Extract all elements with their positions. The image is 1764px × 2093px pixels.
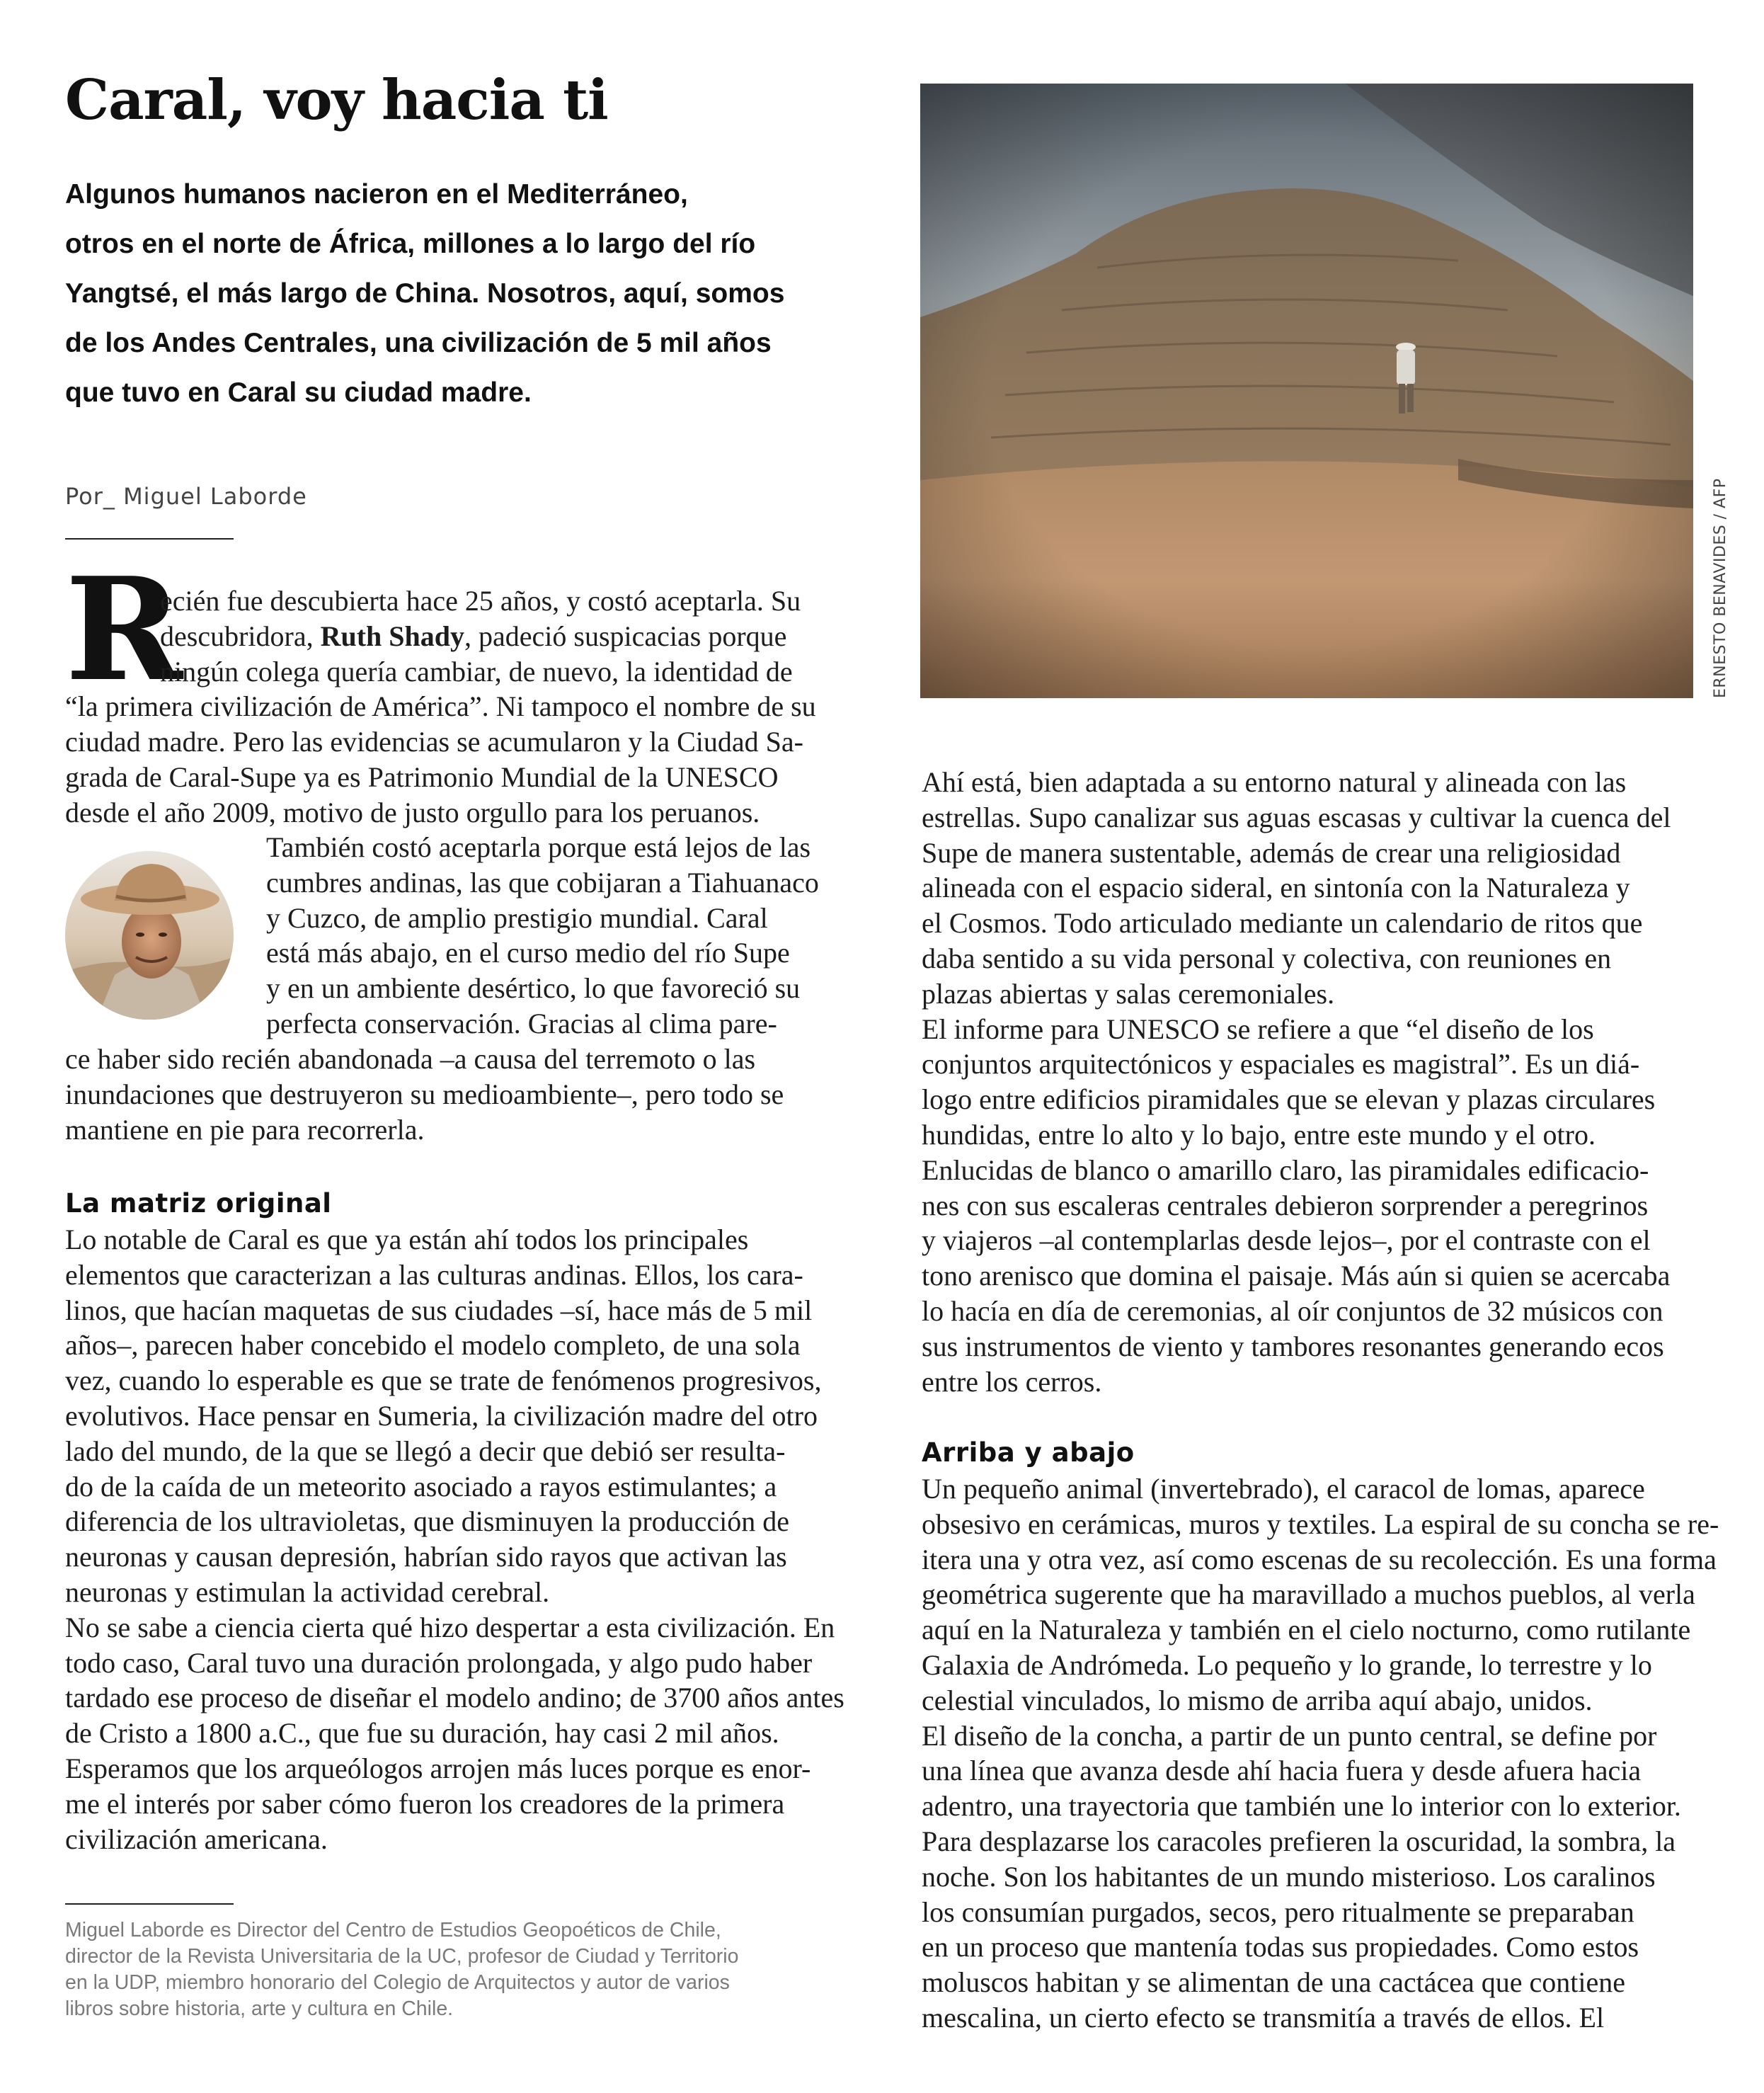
footnote-divider xyxy=(65,1903,234,1905)
text-line: desde el año 2009, motivo de justo orgullo para los peruanos. xyxy=(65,796,760,828)
text-line: neuronas y estimulan la actividad cerebral. xyxy=(65,1575,550,1608)
author-photo xyxy=(65,851,234,1020)
footnote-line: en la UDP, miembro honorario del Colegio de Arquitectos y autor de varios xyxy=(65,1971,730,1994)
text-line: Esperamos que los arqueólogos arrojen más luces porque es enor- xyxy=(65,1752,811,1784)
text-line: diferencia de los ultravioletas, que disminuyen la producción de xyxy=(65,1505,790,1538)
text-line: mantiene en pie para recorrerla. xyxy=(65,1113,425,1146)
text-line: Supe de manera sustentable, además de crear una religiosidad xyxy=(922,836,1621,869)
text-line: años–, parecen haber concebido el modelo completo, de una sola xyxy=(65,1329,801,1362)
text-line: entre los cerros. xyxy=(922,1365,1102,1398)
text-line: logo entre edificios piramidales que se elevan y plazas circulares xyxy=(922,1083,1656,1116)
text-line: linos, que hacían maquetas de sus ciudades –sí, hace más de 5 mil xyxy=(65,1294,813,1326)
text-line: lo hacía en día de ceremonias, al oír conjuntos de 32 músicos con xyxy=(922,1294,1663,1327)
text-line: daba sentido a su vida personal y colectiva, con reuniones en xyxy=(922,942,1612,974)
section-heading: La matriz original xyxy=(65,1188,332,1219)
text-line: plazas abiertas y salas ceremoniales. xyxy=(922,977,1335,1010)
text-line: ce haber sido recién abandonada –a causa del terremoto o las xyxy=(65,1043,756,1075)
text-line: Para desplazarse los caracoles prefieren la oscuridad, la sombra, la xyxy=(922,1825,1676,1857)
text-line: y en un ambiente desértico, lo que favoreció su xyxy=(266,972,801,1005)
text-line: civilización americana. xyxy=(65,1823,328,1855)
footnote-line: libros sobre historia, arte y cultura en Chile. xyxy=(65,1997,454,2020)
text-line: hundidas, entre lo alto y lo bajo, entre este mundo y el otro. xyxy=(922,1118,1596,1151)
text-line: grada de Caral-Supe ya es Patrimonio Mundial de la UNESCO xyxy=(65,760,779,793)
footnote-line: Miguel Laborde es Director del Centro de Estudios Geopoéticos de Chile, xyxy=(65,1919,721,1941)
text-line: cumbres andinas, las que cobijaran a Tiahuanaco xyxy=(266,866,819,899)
text-line: noche. Son los habitantes de un mundo misterioso. Los caralinos xyxy=(922,1860,1656,1893)
text-line: en un proceso que mantenía todas sus propiedades. Como estos xyxy=(922,1931,1639,1963)
lead-line: que tuvo en Caral su ciudad madre. xyxy=(65,377,532,408)
lead-paragraph xyxy=(65,170,851,418)
intro-text-full xyxy=(65,689,816,830)
text-line: “la primera civilización de América”. Ni tampoco el nombre de su xyxy=(65,690,816,723)
text-line: Enlucidas de blanco o amarillo claro, las piramidales edificacio- xyxy=(922,1153,1649,1186)
text-line: ciudad madre. Pero las evidencias se acumularon y la Ciudad Sa- xyxy=(65,726,803,758)
text-line: También costó aceptarla porque está lejos de las xyxy=(266,831,811,863)
text-line: Lo notable de Caral es que ya están ahí todos los principales xyxy=(65,1224,749,1255)
section1-text xyxy=(65,1222,844,1857)
text-line: estrellas. Supo canalizar sus aguas escasas y cultivar la cuenca del xyxy=(922,801,1671,833)
text-line: Ahí está, bien adaptada a su entorno natural y alineada con las xyxy=(922,766,1627,798)
lead-line: de los Andes Centrales, una civilización de 5 mil años xyxy=(65,328,772,358)
text-line: adentro, una trayectoria que también une lo interior con lo exterior. xyxy=(922,1790,1681,1823)
person-name: Ruth Shady xyxy=(320,620,465,652)
drop-cap: R xyxy=(65,547,183,713)
text-line: Galaxia de Andrómeda. Lo pequeño y lo grande, lo terrestre y lo xyxy=(922,1648,1652,1681)
para2-full xyxy=(65,1042,784,1147)
text-line: y viajeros –al contemplarlas desde lejos–, por el contraste con el xyxy=(922,1224,1651,1257)
byline-divider xyxy=(65,538,234,540)
text-line: conjuntos arquitectónicos y espaciales es magistral”. Es un diá- xyxy=(922,1048,1640,1080)
text-line: perfecta conservación. Gracias al clima pare- xyxy=(266,1007,777,1039)
text-line: los consumían purgados, secos, pero ritualmente se preparaban xyxy=(922,1895,1634,1928)
text-line: do de la caída de un meteorito asociado a rayos estimulantes; a xyxy=(65,1470,777,1502)
text-line: Un pequeño animal (invertebrado), el caracol de lomas, aparece xyxy=(922,1473,1645,1505)
text-fragment: , padeció suspicacias porque xyxy=(464,620,787,652)
text-line: ningún colega quería cambiar, de nuevo, la identidad de xyxy=(160,655,793,688)
text-line: inundaciones que destruyeron su medioambiente–, pero todo se xyxy=(65,1078,784,1110)
section-heading: Arriba y abajo xyxy=(922,1437,1135,1468)
text-line: está más abajo, en el curso medio del río Supe xyxy=(266,937,790,969)
text-line: moluscos habitan y se alimentan de una cactácea que contiene xyxy=(922,1966,1626,1999)
text-line: mescalina, un cierto efecto se transmitía a través de ellos. El xyxy=(922,2001,1605,2034)
text-line: El diseño de la concha, a partir de un punto central, se define por xyxy=(922,1719,1657,1752)
text-line: aquí en la Naturaleza y también en el cielo nocturno, como rutilante xyxy=(922,1614,1691,1646)
text-line: evolutivos. Hace pensar en Sumeria, la civilización madre del otro xyxy=(65,1399,818,1432)
lead-line: Yangtsé, el más largo de China. Nosotros, aquí, somos xyxy=(65,278,785,309)
article-title: Caral, voy hacia ti xyxy=(65,68,608,132)
text-line: me el interés por saber cómo fueron los creadores de la primera xyxy=(65,1787,785,1820)
right-column-text xyxy=(922,765,1671,1399)
text-line: celestial vinculados, lo mismo de arriba aquí abajo, unidos. xyxy=(922,1684,1593,1716)
text-line xyxy=(160,619,801,654)
text-line: el Cosmos. Todo articulado mediante un calendario de ritos que xyxy=(922,907,1643,940)
text-line: elementos que caracterizan a las culturas andinas. Ellos, los cara- xyxy=(65,1258,803,1291)
text-line: sus instrumentos de viento y tambores resonantes generando ecos xyxy=(922,1330,1664,1362)
text-line: obsesivo en cerámicas, muros y textiles. La espiral de su concha se re- xyxy=(922,1507,1719,1540)
para2-wrapped xyxy=(266,830,819,1042)
text-line: ecién fue descubierta hace 25 años, y costó aceptarla. Su xyxy=(160,585,801,617)
intro-text-indented xyxy=(160,583,801,654)
text-line: tono arenisco que domina el paisaje. Más aún si quien se acercaba xyxy=(922,1260,1671,1292)
text-line: lado del mundo, de la que se llegó a decir que debió ser resulta- xyxy=(65,1435,786,1467)
text-line: El informe para UNESCO se refiere a que “el diseño de los xyxy=(922,1013,1594,1045)
text-line: itera una y otra vez, así como escenas de su recolección. Es una forma xyxy=(922,1543,1717,1575)
byline: Por_ Miguel Laborde xyxy=(65,483,307,510)
intro-text-indented-3 xyxy=(160,654,793,690)
author-footnote xyxy=(65,1917,844,2022)
text-line: tardado ese proceso de diseñar el modelo andino; de 3700 años antes xyxy=(65,1682,844,1714)
footnote-line: director de la Revista Universitaria de la UC, profesor de Ciudad y Territorio xyxy=(65,1945,739,1968)
section2-text xyxy=(922,1471,1719,2036)
text-line: vez, cuando lo esperable es que se trate de fenómenos progresivos, xyxy=(65,1364,822,1397)
text-line: de Cristo a 1800 a.C., que fue su duración, hay casi 2 mil años. xyxy=(65,1717,779,1750)
photo-credit: ERNESTO BENAVIDES / AFP xyxy=(1712,478,1729,698)
hero-photo xyxy=(920,84,1693,698)
text-fragment: descubridora, xyxy=(160,620,321,652)
text-line: No se sabe a ciencia cierta qué hizo despertar a esta civilización. En xyxy=(65,1611,835,1643)
text-line: alineada con el espacio sideral, en sintonía con la Naturaleza y xyxy=(922,872,1630,904)
text-line: neuronas y causan depresión, habrían sido rayos que activan las xyxy=(65,1541,787,1573)
lead-line: otros en el norte de África, millones a lo largo del río xyxy=(65,229,756,259)
text-line: y Cuzco, de amplio prestigio mundial. Caral xyxy=(266,901,768,934)
lead-line: Algunos humanos nacieron en el Mediterráneo, xyxy=(65,179,688,210)
text-line: todo caso, Caral tuvo una duración prolongada, y algo pudo haber xyxy=(65,1646,813,1679)
text-line: geométrica sugerente que ha maravillado a muchos pueblos, al verla xyxy=(922,1578,1695,1611)
text-line: una línea que avanza desde ahí hacia fuera y desde afuera hacia xyxy=(922,1755,1642,1787)
text-line: nes con sus escaleras centrales debieron sorprender a peregrinos xyxy=(922,1189,1649,1221)
